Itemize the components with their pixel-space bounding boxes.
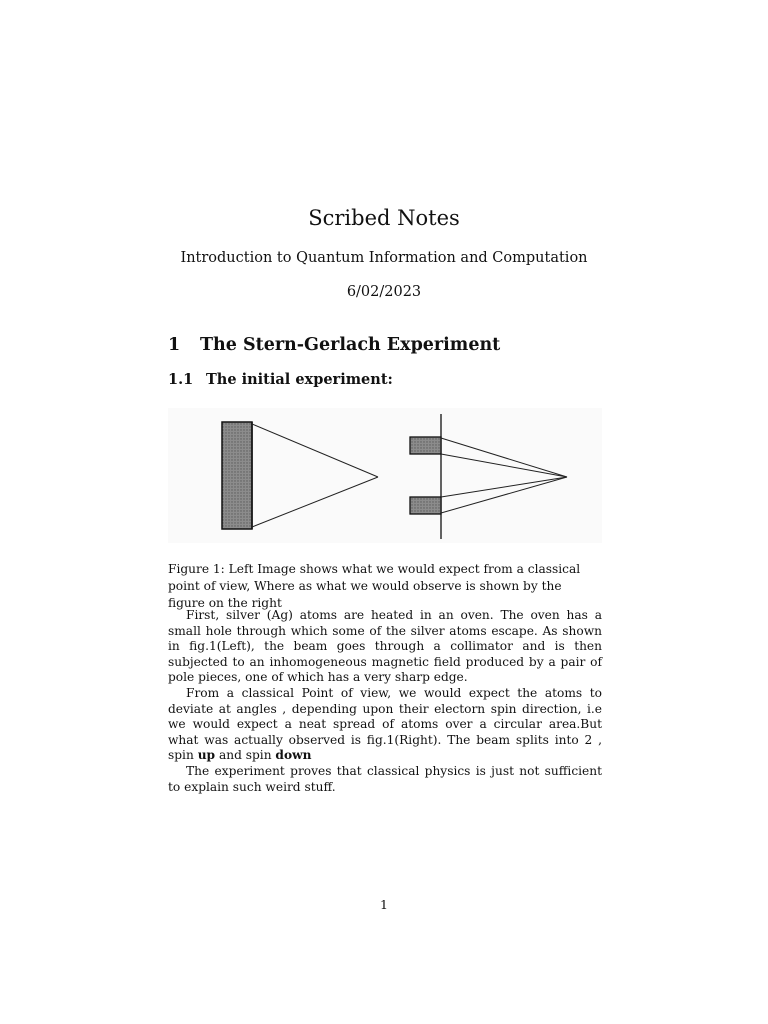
section-number: 1 — [168, 335, 181, 355]
paragraph-1: First, silver (Ag) atoms are heated in an oven. The oven has a small hole through which some of the silver atoms escape. As shown in fig.1(Left), the beam goes through a collimator and is then subjected to an inhomogeneous magnetic field produced by a pair of pole pieces, one of which has a very sharp edge. — [168, 608, 602, 685]
upper-pole-piece — [410, 437, 441, 454]
paragraph-2 — [168, 686, 602, 764]
document-date: 6/02/2023 — [346, 284, 422, 300]
spin-down-term: down — [275, 748, 312, 763]
subsection-number: 1.1 — [168, 371, 194, 388]
section-heading — [168, 335, 500, 355]
stern-gerlach-figure — [168, 408, 602, 543]
collimator-block — [222, 422, 252, 529]
subsection-heading — [168, 371, 393, 388]
paragraph-2-text: From a classical Point of view, we would expect the atoms to deviate at angles , depending upon their electorn spin direction, i.e we would expect a neat spread of atoms over a circular area.But what was actually observed is fig.1(Right). The beam splits into 2 , spin — [168, 685, 602, 763]
paragraph-2-mid: and spin — [215, 748, 276, 763]
document-title: Scribed Notes — [308, 206, 460, 230]
subsection-title: The initial experiment: — [206, 371, 393, 388]
body-text — [168, 608, 602, 795]
page-number: 1 — [380, 897, 388, 912]
paragraph-3: The experiment proves that classical physics is just not sufficient to explain such weird stuff. — [168, 763, 602, 794]
course-name: Introduction to Quantum Information and Computation — [180, 250, 588, 266]
figure-caption: Figure 1: Left Image shows what we would expect from a classical point of view, Where as what we would observe is shown by the figure on the right — [168, 562, 581, 610]
figure-diagram — [168, 408, 602, 543]
section-title: The Stern-Gerlach Experiment — [200, 335, 501, 355]
lower-pole-piece — [410, 497, 441, 514]
spin-up-term: up — [197, 748, 216, 763]
